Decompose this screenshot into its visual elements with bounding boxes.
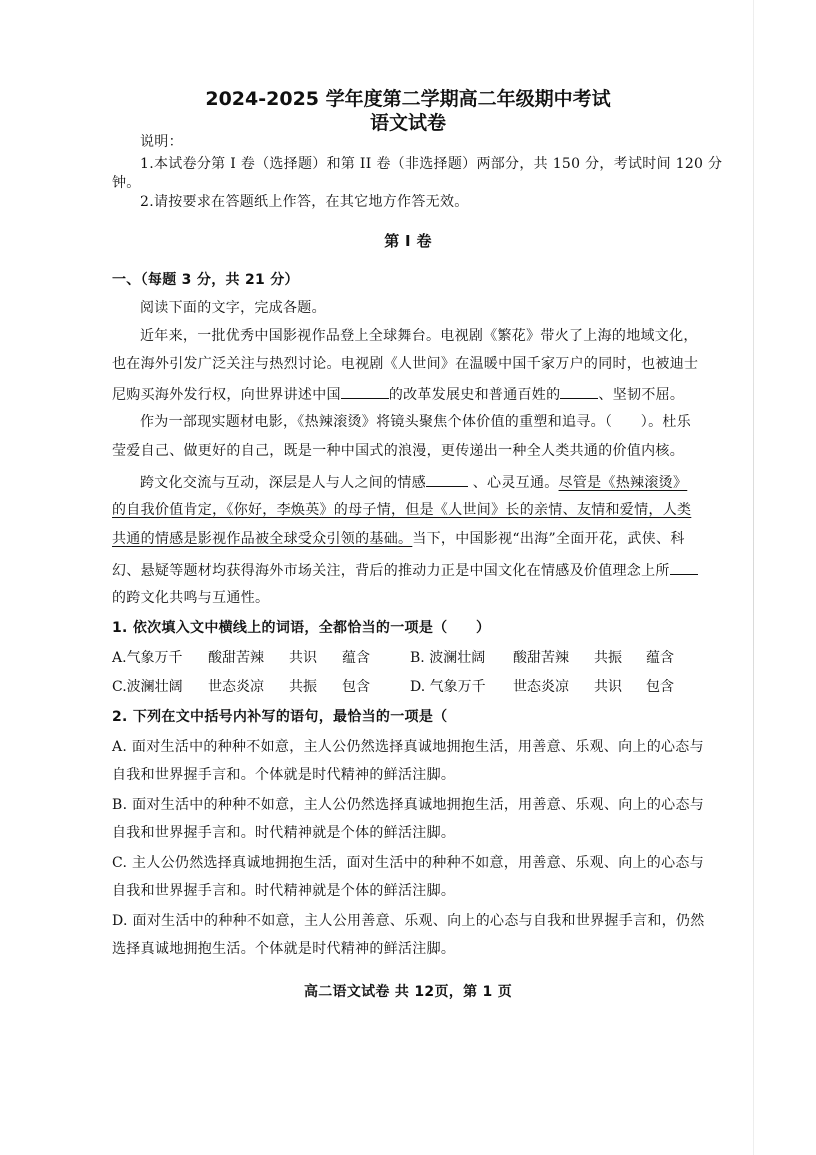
q1-option-b-word2: 酸甜苦辣 — [513, 650, 569, 666]
q1-option-a-word4: 蕴含 — [342, 650, 370, 666]
question-1-stem: 1. 依次填入文中横线上的词语，全都恰当的一项是（ ） — [112, 620, 491, 636]
option-word: 气象万千 — [126, 650, 183, 666]
option-word: 波澜壮阔 — [126, 679, 183, 695]
exam-subtitle: 语文试卷 — [369, 112, 446, 134]
part-heading: 一、（每题 3 分，共 21 分） — [112, 272, 299, 288]
q2-option-a-line2: 自我和世界握手言和。个体就是时代精神的鲜活注脚。 — [112, 767, 456, 783]
q1-option-b-word3: 共振 — [594, 650, 622, 666]
passage-p3-line2: 的自我价值肯定，《你好，李焕英》的母子情，但是《人世间》长的亲情、友情和爱情，人类 — [112, 502, 692, 518]
q1-option-a-word2: 酸甜苦辣 — [208, 650, 264, 666]
option-letter: C. — [112, 679, 127, 695]
q1-option-d-word3: 共识 — [594, 679, 622, 695]
passage-p3-line3 — [112, 530, 685, 548]
text-fragment: 幻、悬疑等题材均获得海外市场关注，背后的推动力正是中国文化在情感及价值理念上所 — [112, 563, 670, 579]
passage-p2-line1: 作为一部现实题材电影，《热辣滚烫》将镜头聚焦个体价值的重塑和追寻。（ ）。杜乐 — [140, 414, 691, 430]
option-letter: B. — [410, 650, 425, 666]
text-fragment: 跨文化交流与互动，深层是人与人之间的情感 — [140, 475, 426, 491]
fill-blank-3 — [426, 472, 468, 487]
passage-p1-line3 — [112, 384, 684, 404]
underlined-sentence: 共通的情感是影视作品被全球受众引领的基础。 — [112, 531, 413, 547]
q1-option-b — [410, 649, 485, 667]
q2-option-a-line1: A. 面对生活中的种种不如意，主人公仍然选择真诚地拥抱生活，用善意、乐观、向上的心态与 — [112, 739, 704, 755]
q1-option-a — [112, 649, 183, 667]
fill-blank-4 — [670, 560, 698, 575]
instruction: 阅读下面的文字，完成各题。 — [140, 300, 326, 316]
underlined-sentence: 尽管是《热辣滚烫》 — [558, 475, 688, 491]
q1-option-c-word3: 共振 — [289, 679, 317, 695]
text-fragment: 尼购买海外发行权，向世界讲述中国 — [112, 387, 341, 403]
option-letter: D. — [410, 679, 426, 695]
text-fragment: 、心灵互通。 — [468, 475, 559, 491]
passage-p1-line1: 近年来，一批优秀中国影视作品登上全球舞台。电视剧《繁花》带火了上海的地域文化， — [140, 328, 698, 344]
option-word: 波澜壮阔 — [429, 650, 486, 666]
option-letter: A. — [112, 650, 127, 666]
notes-label: 说明： — [140, 134, 183, 150]
fill-blank-2 — [560, 384, 598, 399]
exam-title: 2024-2025 学年度第二学期高二年级期中考试 — [205, 88, 611, 110]
passage-p1-line2: 也在海外引发广泛关注与热烈讨论。电视剧《人世间》在温暖中国千家万户的同时，也被迪士 — [112, 356, 699, 372]
section-title: 第 I 卷 — [384, 232, 432, 250]
q2-option-d-line2: 选择真诚地拥抱生活。个体就是时代精神的鲜活注脚。 — [112, 941, 456, 957]
note-1-cont: 钟。 — [112, 175, 141, 191]
q1-option-c-word4: 包含 — [342, 679, 370, 695]
q2-option-d-line1: D. 面对生活中的种种不如意，主人公用善意、乐观、向上的心态与自我和世界握手言和，仍然 — [112, 913, 705, 929]
q1-option-c-word2: 世态炎凉 — [208, 679, 264, 695]
q2-option-c-line2: 自我和世界握手言和。时代精神就是个体的鲜活注脚。 — [112, 883, 456, 899]
scan-edge — [753, 0, 754, 1155]
q1-option-d-word4: 包含 — [646, 679, 674, 695]
passage-p3-line4 — [112, 560, 698, 580]
option-word: 气象万千 — [429, 679, 486, 695]
fill-blank-1 — [341, 384, 389, 399]
question-2-stem: 2. 下列在文中括号内补写的语句，最恰当的一项是（ — [112, 709, 448, 725]
q1-option-b-word4: 蕴含 — [646, 650, 674, 666]
q2-option-b-line1: B. 面对生活中的种种不如意，主人公仍然选择真诚地拥抱生活，用善意、乐观、向上的心态与 — [112, 797, 705, 813]
text-fragment: 的改革发展史和普通百姓的 — [388, 387, 561, 403]
q1-option-c — [112, 678, 183, 696]
passage-p2-line2: 莹爱自己、做更好的自己，既是一种中国式的浪漫，更传递出一种全人类共通的价值内核。 — [112, 443, 684, 459]
note-1: 1.本试卷分第 I 卷（选择题）和第 II 卷（非选择题）两部分，共 150 分，考试时间 120 分 — [140, 156, 723, 172]
q1-option-d — [410, 678, 486, 696]
passage-p3-line5: 的跨文化共鸣与互通性。 — [112, 590, 270, 606]
passage-p3-line1 — [140, 472, 687, 492]
q1-option-d-word2: 世态炎凉 — [513, 679, 569, 695]
text-fragment: 、坚韧不屈。 — [598, 387, 685, 403]
text-fragment: 当下，中国影视“出海”全面开花，武侠、科 — [412, 531, 685, 547]
q2-option-b-line2: 自我和世界握手言和。时代精神就是个体的鲜活注脚。 — [112, 825, 456, 841]
page-footer: 高二语文试卷 共 12页，第 1 页 — [303, 984, 513, 1000]
note-2: 2.请按要求在答题纸上作答，在其它地方作答无效。 — [140, 194, 469, 210]
q2-option-c-line1: C. 主人公仍然选择真诚地拥抱生活，面对生活中的种种不如意，用善意、乐观、向上的心态与 — [112, 855, 705, 871]
q1-option-a-word3: 共识 — [289, 650, 317, 666]
